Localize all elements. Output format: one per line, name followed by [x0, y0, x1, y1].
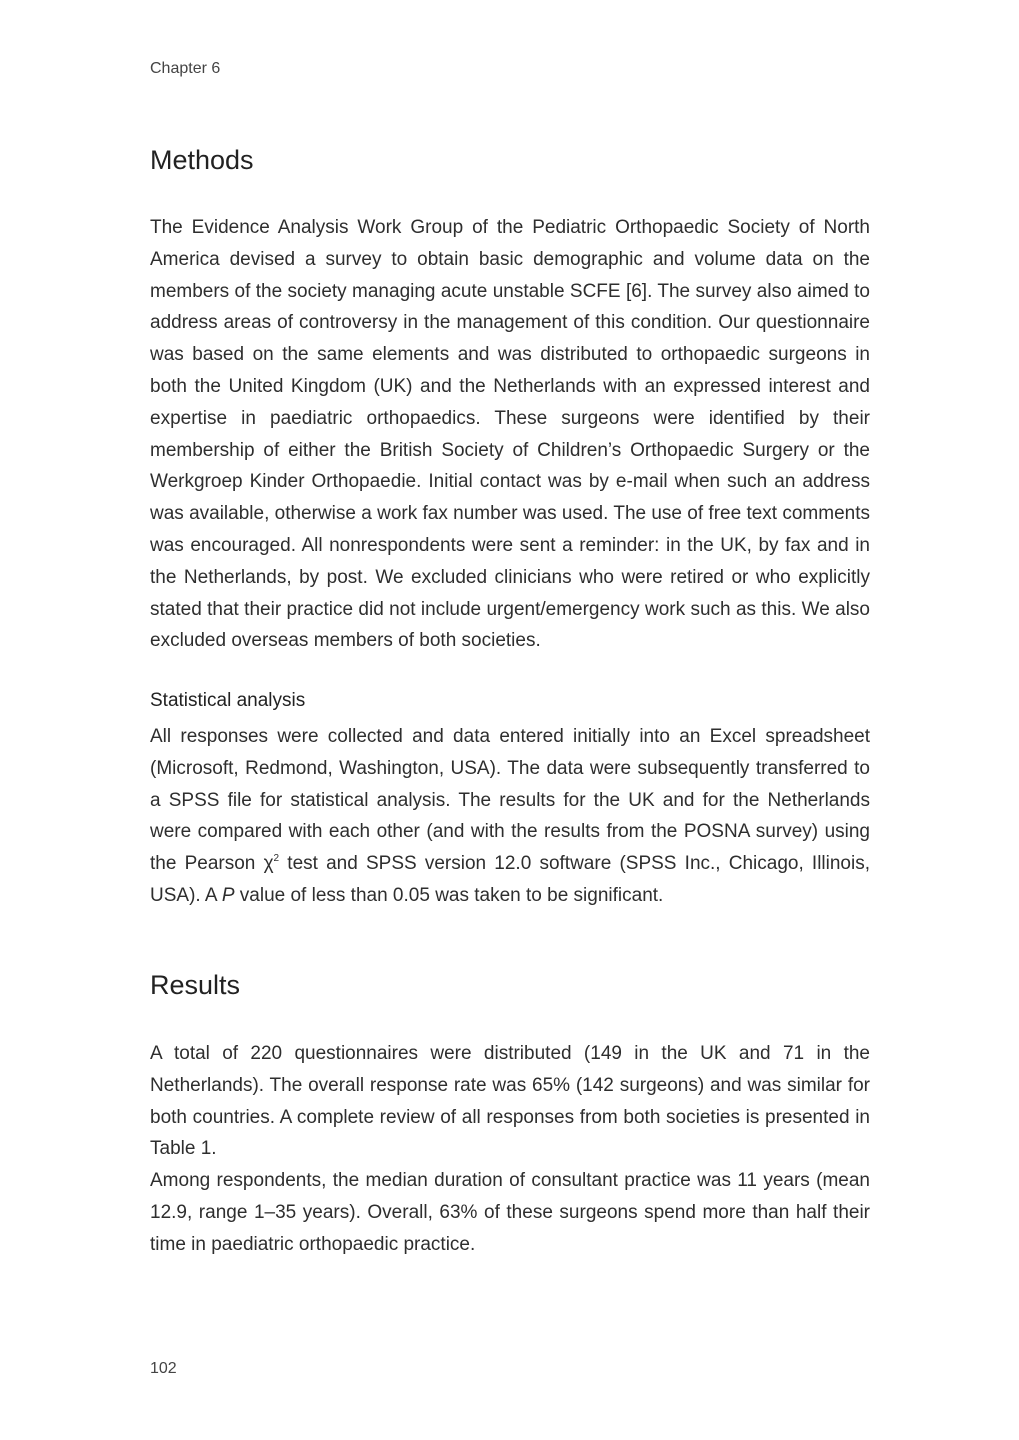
stats-text-before-chi: All responses were collected and data entered initially into an Excel spreadsheet (Microsoft, Redmond, Washington, USA). The data were subsequently transferred to a SPSS file for statistical analysis. The results for the UK and for the Netherlands were compared with each other (and with the results from the POSNA survey) using the Pearson: [150, 726, 870, 875]
chi-superscript: 2: [273, 853, 280, 865]
chi-symbol: χ: [263, 853, 274, 875]
results-paragraph-1: A total of 220 questionnaires were distributed (149 in the UK and 71 in the Netherlands). The overall response rate was 65% (142 surgeons) and was similar for both countries. A complete review of all responses from both societies is presented in Table 1.: [150, 1043, 870, 1160]
page-number: 102: [150, 1360, 177, 1377]
stats-text-after-chi: test and SPSS version 12.0 software (SPSS Inc., Chicago, Illinois, USA). A: [150, 853, 870, 906]
statistical-analysis-paragraph: [150, 721, 870, 912]
methods-paragraph: The Evidence Analysis Work Group of the Pediatric Orthopaedic Society of North America devised a survey to obtain basic demographic and volume data on the members of the society managing acute unstable SCFE [6]. The survey also aimed to address areas of controversy in the management of this condition. Our questionnaire was based on the same elements and was distributed to orthopaedic surgeons in both the United Kingdom (UK) and the Netherlands with an expressed interest and expertise in paediatric orthopaedics. These surgeons were identified by their membership of either the British Society of Children’s Orthopaedic Surgery or the Werkgroep Kinder Orthopaedie. Initial contact was by e-mail when such an address was available, otherwise a work fax number was used. The use of free text comments was encouraged. All nonrespondents were sent a reminder: in the UK, by fax and in the Netherlands, by post. We excluded clinicians who were retired or who explicitly stated that their practice did not include urgent/emergency work such as this. We also excluded overseas members of both societies.: [150, 217, 870, 652]
statistical-analysis-heading: Statistical analysis: [150, 690, 306, 711]
running-head: Chapter 6: [150, 60, 221, 77]
results-heading: Results: [150, 970, 241, 1000]
methods-heading: Methods: [150, 145, 254, 175]
stats-text-end: value of less than 0.05 was taken to be significant.: [234, 884, 664, 906]
p-symbol: P: [221, 884, 235, 906]
results-paragraph-2: Among respondents, the median duration of consultant practice was 11 years (mean 12.9, range 1–35 years). Overall, 63% of these surgeons spend more than half their time in paediatric orthopaedic practice.: [150, 1170, 870, 1255]
document-page: [150, 0, 870, 1440]
